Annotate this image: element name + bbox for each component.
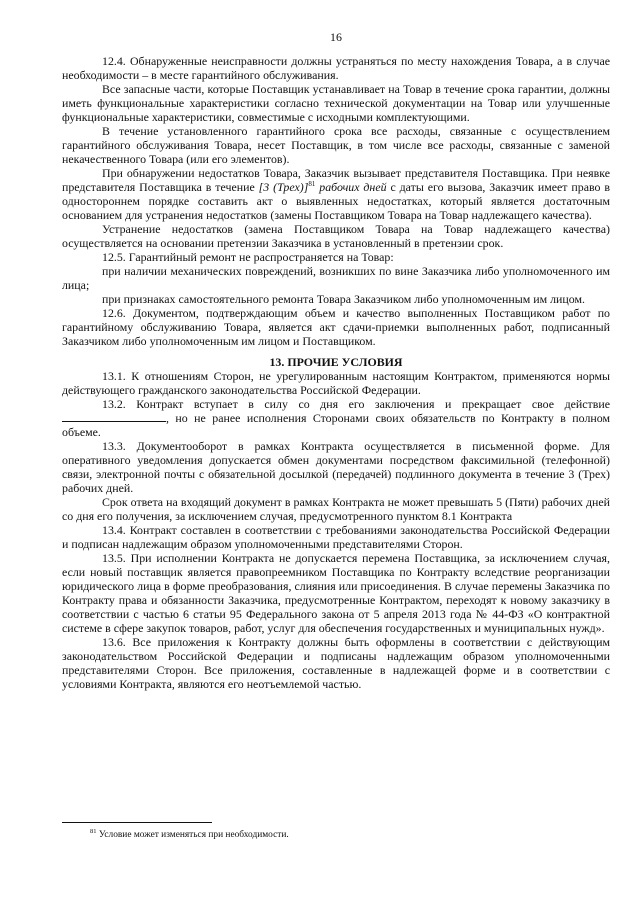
- paragraph-defects: [62, 166, 610, 222]
- page-number: 16: [330, 30, 342, 44]
- defects-term: [3 (Трех)]: [258, 180, 309, 194]
- defects-text-before: При обнаружении недостатков Товара, Заказчик вызывает представителя Поставщика. При неявке представителя Поставщика в течение: [62, 166, 610, 194]
- section-title: 13. ПРОЧИЕ УСЛОВИЯ: [269, 355, 403, 369]
- paragraph-claim: Устранение недостатков (замена Поставщиком Товара на Товар надлежащего качества) осуществляется на основании претензии Заказчика в установленный в претензии срок.: [62, 222, 610, 250]
- footnote-number: 81: [90, 827, 97, 835]
- paragraph-self-repair: при признаках самостоятельного ремонта Товара Заказчиком либо уполномоченным им лицом.: [102, 292, 585, 306]
- defects-term-unit: рабочих дней: [315, 180, 387, 194]
- footnote-divider: [62, 822, 212, 823]
- paragraph-warranty-costs: В течение установленного гарантийного срока все расходы, связанные с осуществлением гарантийного обслуживания Товара, несет Поставщик, в том числе все расходы, связанные с заменой некачественного Товара (или его элементов).: [62, 124, 610, 166]
- paragraph-13-5: 13.5. При исполнении Контракта не допускается перемена Поставщика, за исключением случая, если новый поставщик является правопреемником Поставщика по Контракту вследствие реорганизации юридического лица в форме преобразования, слияния или присоединения. В случае перемены Заказчика по Контракту права и обязанности Заказчика, предусмотренные Контрактом, переходят к новому заказчику в соответствии с частью 6 статьи 95 Федерального закона от 5 апреля 2013 года № 44-ФЗ «О контрактной системе в сфере закупок товаров, работ, услуг для обеспечения государственных и муниципальных нужд».: [62, 551, 610, 635]
- paragraph-response-term: Срок ответа на входящий документ в рамках Контракта не может превышать 5 (Пяти) рабочих дней со дня его получения, за исключением случая, предусмотренного пунктом 8.1 Контракта: [62, 495, 610, 523]
- paragraph-mechanical-damage: при наличии механических повреждений, возникших по вине Заказчика либо уполномоченного им лица;: [62, 264, 610, 292]
- p13-2-after: , но не ранее исполнения Сторонами своих обязательств по Контракту в полном объеме.: [62, 411, 610, 439]
- paragraph-12-5: 12.5. Гарантийный ремонт не распространяется на Товар:: [102, 250, 394, 264]
- blank-date-field: [62, 411, 166, 422]
- footnote: [90, 827, 289, 840]
- footnote-reference: 81: [308, 180, 316, 189]
- paragraph-13-2: [62, 397, 610, 439]
- footnote-text: Условие может изменяться при необходимости.: [96, 830, 289, 840]
- document-page: [62, 30, 610, 691]
- defects-text-after: с даты его вызова, Заказчик имеет право в одностороннем порядке составить акт о выявленных недостатках, который является достаточным основанием для устранения недостатков (замены Поставщиком Товара на Товар надлежащего качества).: [62, 180, 610, 222]
- paragraph-12-4: 12.4. Обнаруженные неисправности должны устраняться по месту нахождения Товара, а в случае необходимости – в месте гарантийного обслуживания.: [62, 54, 610, 82]
- paragraph-13-4: 13.4. Контракт составлен в соответствии с требованиями законодательства Российской Федерации и подписан надлежащим образом уполномоченными представителями Сторон.: [62, 523, 610, 551]
- paragraph-13-1: 13.1. К отношениям Сторон, не урегулированным настоящим Контрактом, применяются нормы действующего гражданского законодательства Российской Федерации.: [62, 369, 610, 397]
- paragraph-13-3: 13.3. Документооборот в рамках Контракта осуществляется в письменной форме. Для оперативного уведомления допускается обмен документами посредством факсимильной (телефонной) связи, электронной почты с обязательной досылкой (передачей) подлинного документа в течение 3 (Трех) рабочих дней.: [62, 439, 610, 495]
- paragraph-12-6: 12.6. Документом, подтверждающим объем и качество выполненных Поставщиком работ по гарантийному обслуживанию Товара, является акт сдачи-приемки выполненных работ, подписанный Заказчиком либо уполномоченным им лицом и Поставщиком.: [62, 306, 610, 348]
- p13-2-before: 13.2. Контракт вступает в силу со дня его заключения и прекращает свое действие: [102, 397, 610, 411]
- paragraph-spare-parts: Все запасные части, которые Поставщик устанавливает на Товар в течение срока гарантии, должны иметь функциональные характеристики согласно технической документации на Товар или улучшенные функциональные характеристики, совместимые с исходными комплектующими.: [62, 82, 610, 124]
- paragraph-13-6: 13.6. Все приложения к Контракту должны быть оформлены в соответствии с действующим законодательством Российской Федерации и подписаны надлежащим образом уполномоченными представителями Сторон. Все приложения, составленные в надлежащей форме и в соответствии с условиями Контракта, являются его неотъемлемой частью.: [62, 635, 610, 691]
